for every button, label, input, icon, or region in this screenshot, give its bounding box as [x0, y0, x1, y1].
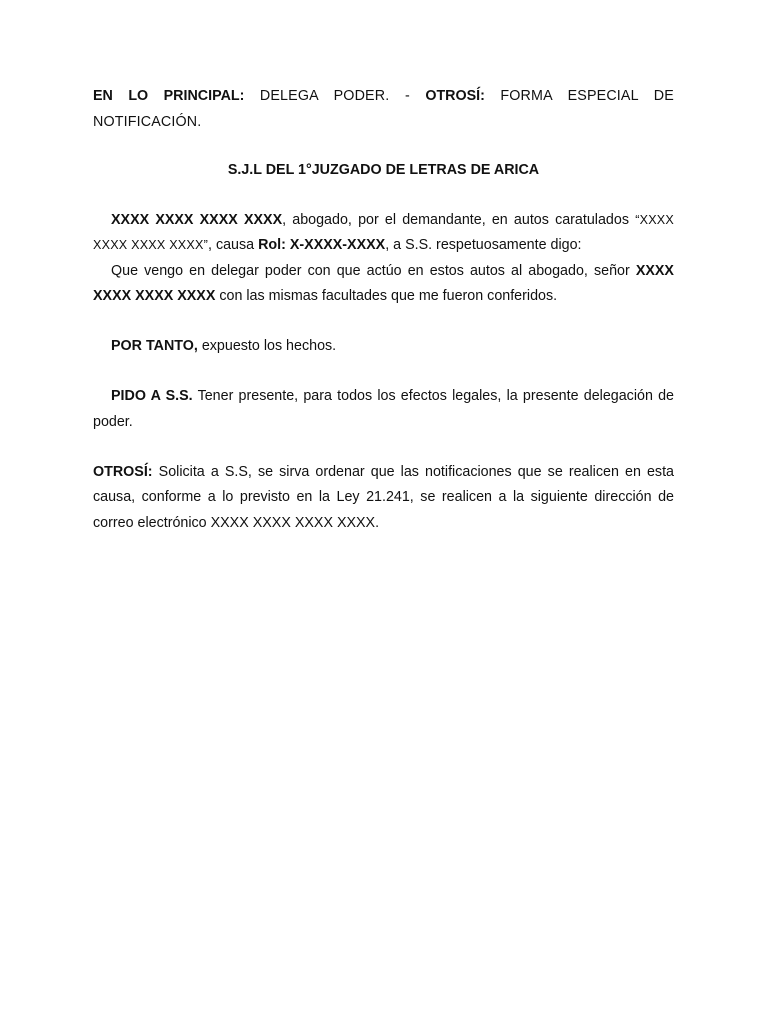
delegation-text-1: Que vengo en delegar poder con que actúo en estos autos al abogado, señor: [111, 262, 630, 279]
pido-text: Tener presente, para todos los efectos legales, la presente delegación de poder.: [93, 388, 674, 430]
court-title: S.J.L DEL 1°JUZGADO DE LETRAS DE ARICA: [227, 162, 540, 178]
quote-close: ”: [203, 238, 209, 252]
case-caption: XXXX XXXX XXXX XXXX: [93, 212, 674, 252]
otrosi-paragraph: [93, 460, 674, 537]
por-tanto-paragraph: [93, 334, 674, 360]
attorney-name: XXXX XXXX XXXX XXXX: [111, 211, 283, 228]
delegation-paragraph: [93, 259, 674, 310]
principal-label: EN LO PRINCIPAL:: [93, 88, 245, 104]
intro-text-2: , causa: [208, 237, 259, 253]
summary-heading: [93, 84, 674, 135]
otrosi-heading-text: FORMA ESPECIAL DE NOTIFICACIÓN.: [93, 88, 674, 130]
delegate-name: XXXX XXXX XXXX XXXX: [93, 262, 674, 304]
por-tanto-label: POR TANTO,: [111, 338, 198, 354]
por-tanto-text: expuesto los hechos.: [197, 338, 337, 354]
pido-paragraph: [93, 384, 674, 435]
otrosi-text: Solicita a S.S, se sirva ordenar que las notificaciones que se realicen en esta causa, conforme a lo previsto en la Ley 21.241, se realicen a la siguiente dirección de correo electrónico XXXX XXXX XXXX XXXX.: [93, 463, 674, 531]
intro-paragraph: [93, 208, 674, 259]
intro-text-3: , a S.S. respetuosamente digo:: [385, 237, 582, 253]
pido-label: PIDO A S.S.: [111, 388, 193, 404]
principal-text: DELEGA PODER. -: [259, 88, 410, 104]
quote-open: “: [635, 212, 640, 227]
document-page: [93, 84, 674, 536]
otrosi-label: OTROSÍ:: [93, 463, 153, 480]
intro-text-1: , abogado, por el demandante, en autos caratulados: [282, 211, 629, 228]
delegation-text-2: con las mismas facultades que me fueron conferidos.: [215, 288, 558, 304]
case-rol: Rol: X-XXXX-XXXX: [258, 237, 386, 253]
otrosi-heading-label: OTROSÍ:: [425, 88, 485, 104]
